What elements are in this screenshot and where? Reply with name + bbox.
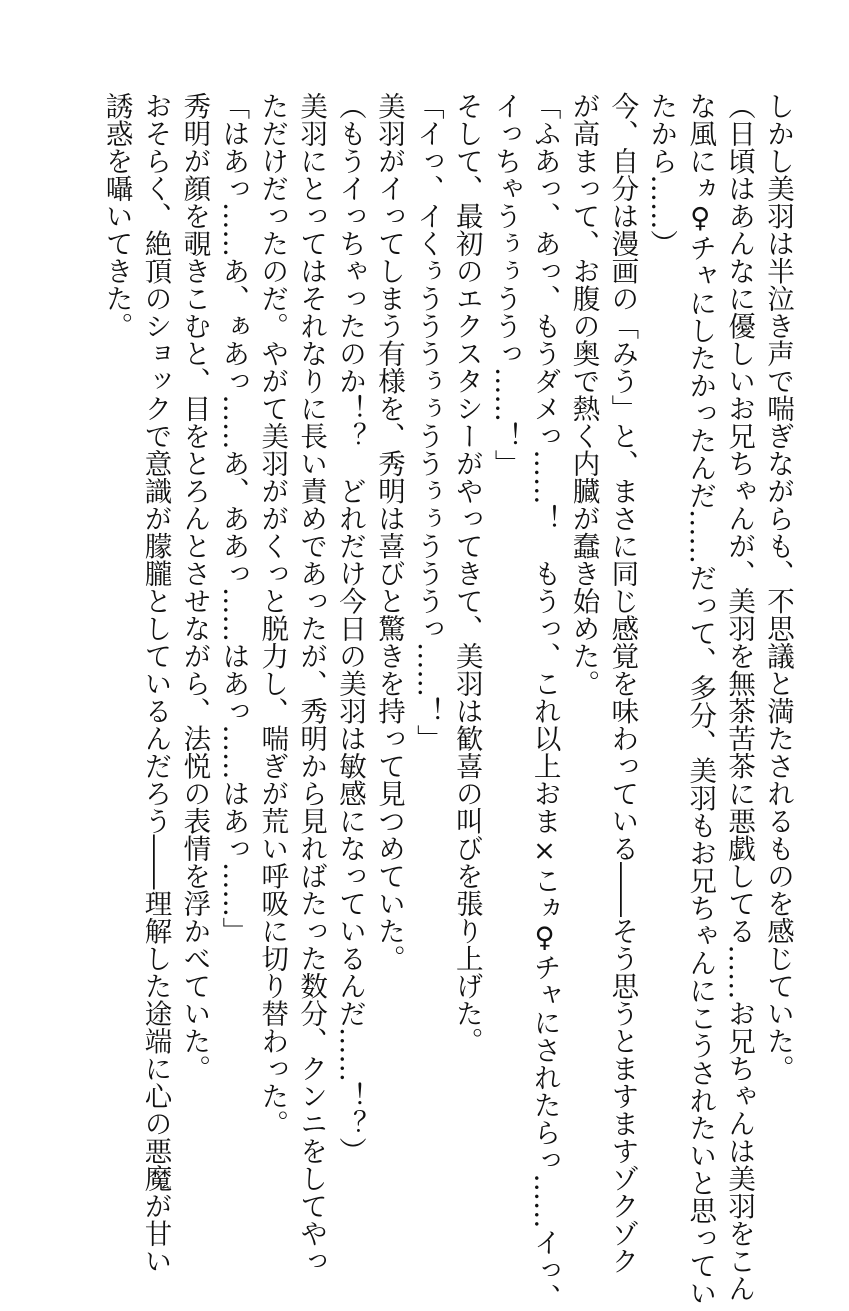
text-line: 美羽にとってはそれなりに長い責めであったが、秀明から見ればたった数分、クンニをしてやっ — [295, 92, 328, 1275]
text-line: （もうイっちゃったのか！？ どれだけ今日の美羽は敏感になっているんだ……！？） — [334, 92, 367, 1165]
text-line: な風にヵ♀チャにしたかったんだ……だって、多分、美羽もお兄ちゃんにこうされたいと思ってい — [684, 92, 717, 1307]
text-line: 「ふあっ、あっ、もうダメっ……！ もうっ、これ以上おま×こヵ♀チャにされたらっ……イっ、 — [528, 92, 561, 1311]
text-line: たから……） — [645, 92, 678, 257]
text-line: 「はあっ……あ、ぁあっ……あ、ああっ……はあっ……はあっ……」 — [217, 92, 250, 945]
text-line: そして、最初のエクスタシーがやってきて、美羽は歓喜の叫びを張り上げた。 — [450, 92, 483, 1055]
vertical-text-block — [97, 92, 797, 1311]
text-line: 誘惑を囁いてきた。 — [100, 92, 133, 340]
text-line: 美羽がイってしまう有様を、秀明は喜びと驚きを持って見つめていた。 — [372, 92, 405, 972]
text-line: 今、自分は漫画の「みう」と、まさに同じ感覚を味わっている――そう思うとますますゾクゾク — [606, 92, 639, 1275]
text-line: しかし美羽は半泣き声で喘ぎながらも、不思議と満たされるものを感じていた。 — [762, 92, 794, 1082]
text-line: おそらく、絶頂のショックで意識が朦朧としているんだろう――理解した途端に心の悪魔が甘い — [139, 92, 172, 1275]
text-line: イっちゃうぅぅううっ……！」 — [489, 92, 522, 477]
text-line: が高まって、お腹の奥で熱く内臓が蠢き始めた。 — [567, 92, 600, 697]
text-line: 「イっ、イくぅうううぅぅううぅぅうううっ……！」 — [411, 92, 444, 752]
text-line: ただけだったのだ。やがて美羽ががくっと脱力し、喘ぎが荒い呼吸に切り替わった。 — [256, 92, 289, 1137]
text-line: （日頃はあんなに優しいお兄ちゃんが、美羽を無茶苦茶に悪戯してる……お兄ちゃんは美羽をこん — [723, 92, 756, 1302]
text-line: 秀明が顔を覗きこむと、目をとろんとさせながら、法悦の表情を浮かべていた。 — [178, 92, 211, 1082]
